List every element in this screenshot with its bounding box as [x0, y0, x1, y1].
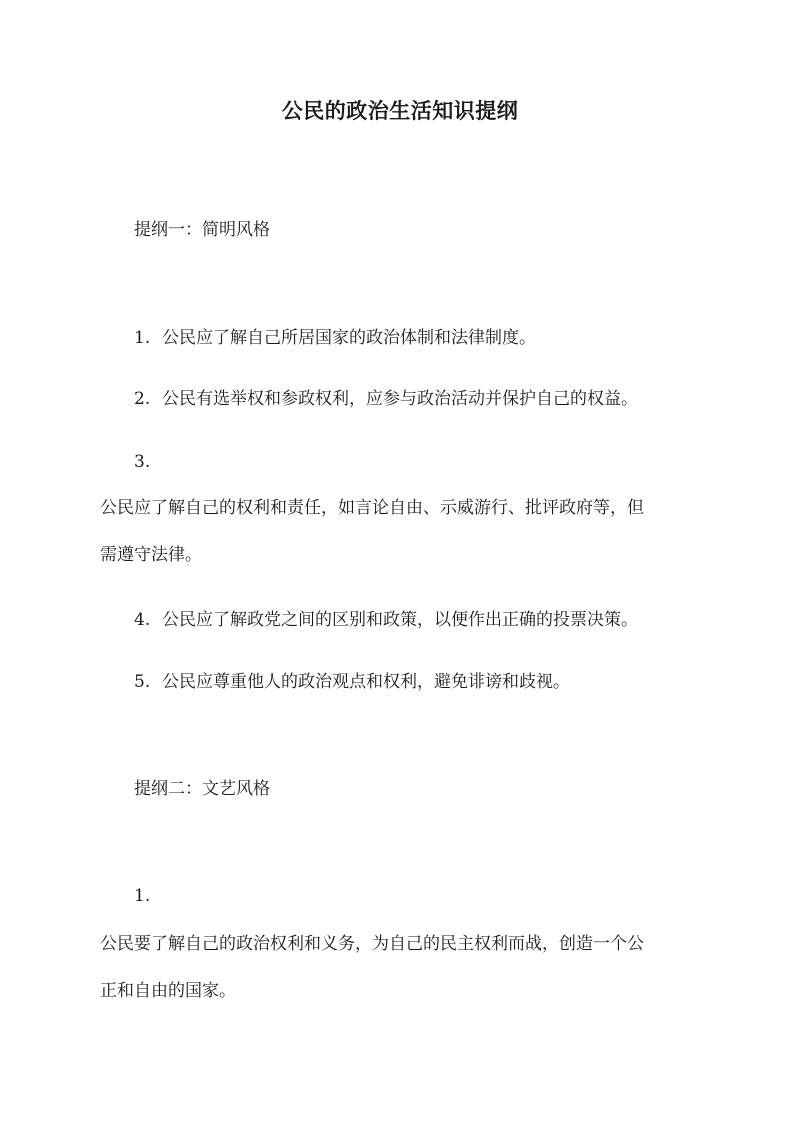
section-heading-1: 提纲一：简明风格: [134, 220, 270, 240]
list-item: [134, 385, 638, 413]
list-item-text: 公民有选举权和参政权利，应参与政治活动并保护自己的权益。: [162, 389, 638, 409]
list-item: [134, 324, 536, 352]
list-item-number: 4.: [134, 610, 151, 630]
list-item-number: 2.: [134, 389, 151, 409]
section-heading-2: 提纲二：文艺风格: [134, 779, 270, 799]
document-title: 公民的政治生活知识提纲: [281, 98, 519, 123]
list-item: [134, 606, 638, 634]
list-item-text: 公民应了解政党之间的区别和政策，以便作出正确的投票决策。: [162, 610, 638, 630]
list-item: [134, 668, 570, 696]
list-item-text-continued: 需遵守法律。: [100, 545, 202, 565]
list-item-text: 公民应了解自己所居国家的政治体制和法律制度。: [162, 328, 536, 348]
list-item-text: 公民应了解自己的权利和责任，如言论自由、示威游行、批评政府等，但: [100, 498, 644, 518]
list-item-text: 公民要了解自己的政治权利和义务，为自己的民主权利而战，创造一个公: [100, 934, 644, 954]
list-item-text-continued: 正和自由的国家。: [100, 981, 236, 1001]
list-item-number: 1.: [134, 328, 151, 348]
list-item-number: 1.: [134, 886, 151, 906]
list-item-number: 5.: [134, 672, 151, 692]
list-item-number: 3.: [134, 452, 151, 472]
list-item-text: 公民应尊重他人的政治观点和权利，避免诽谤和歧视。: [162, 672, 570, 692]
